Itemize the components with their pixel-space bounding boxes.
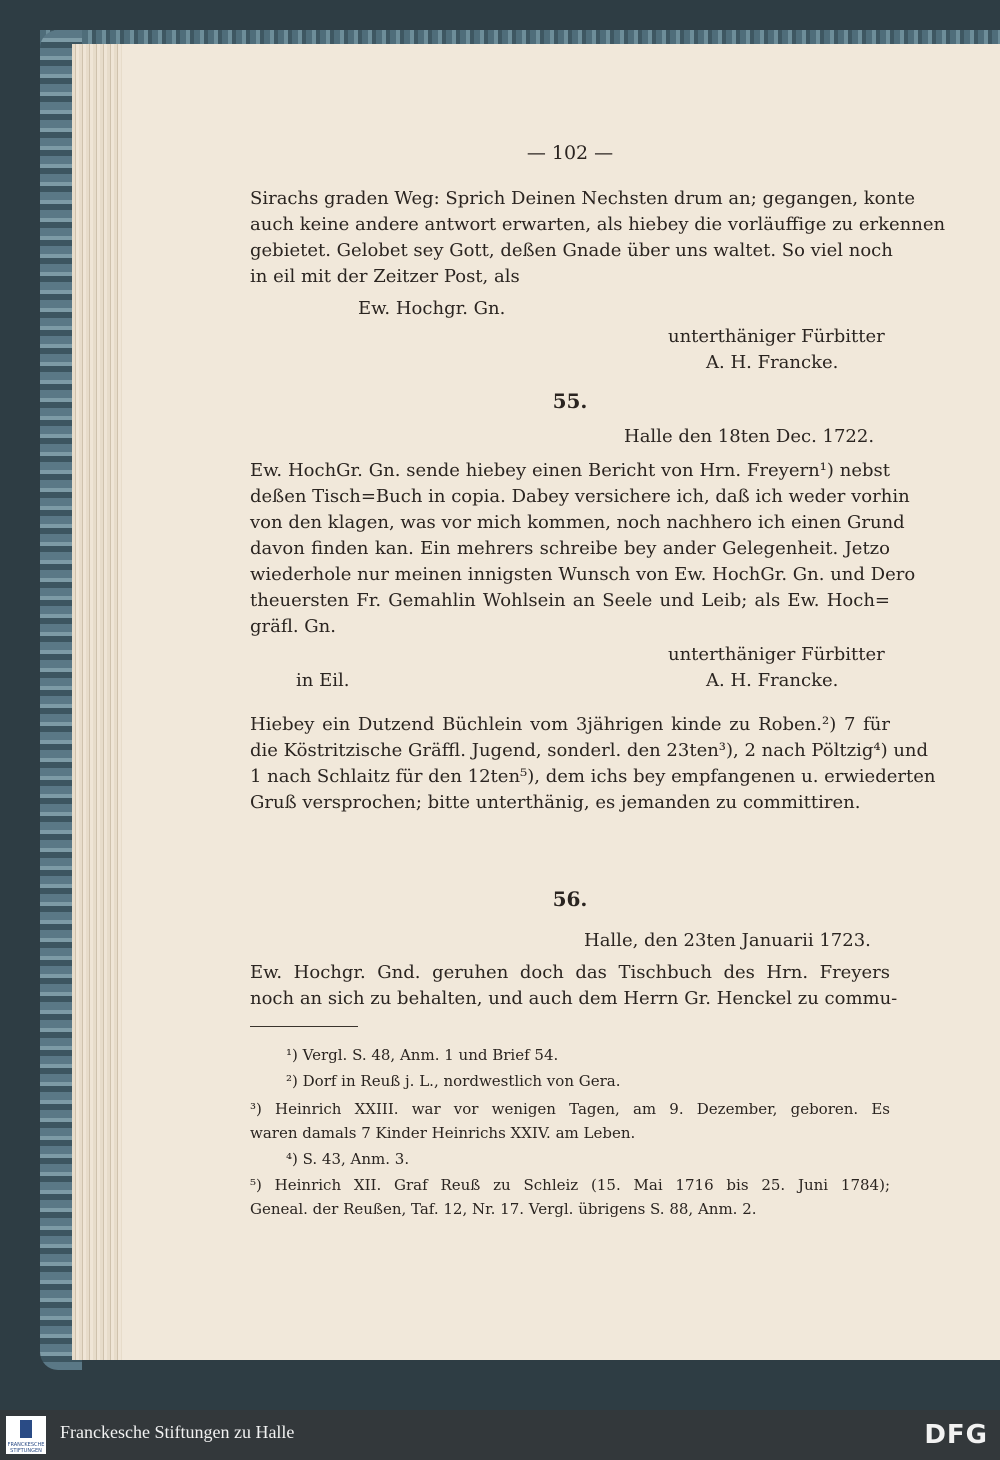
- text-line: auch keine andere antwort erwarten, als hiebey die vorläuffige zu erkennen: [250, 214, 946, 235]
- signature-line: unterthäniger Fürbitter: [668, 326, 885, 347]
- dateline: Halle den 18ten Dec. 1722.: [624, 426, 875, 447]
- logo-text: FRANCKESCHE STIFTUNGEN: [7, 1442, 45, 1454]
- footnote-rule: [250, 1026, 358, 1027]
- text-line: wiederhole nur meinen innigsten Wunsch von Ew. HochGr. Gn. und Dero: [250, 564, 916, 585]
- letter-number: 56.: [552, 887, 588, 911]
- letter-number: 55.: [552, 389, 588, 413]
- page-number: — 102 —: [526, 142, 614, 164]
- signature-name: A. H. Francke.: [706, 352, 839, 373]
- text-line: von den klagen, was vor mich kommen, noch nachhero ich einen Grund: [250, 512, 905, 533]
- page-edges: [72, 44, 122, 1360]
- text-line: theuersten Fr. Gemahlin Wohlsein an Seele und Leib; als Ew. Hoch=: [250, 590, 890, 611]
- footnote: ²) Dorf in Reuß j. L., nordwestlich von Gera.: [286, 1072, 621, 1090]
- dateline: Halle, den 23ten Januarii 1723.: [584, 930, 871, 951]
- text-line: deßen Tisch=Buch in copia. Dabey versichere ich, daß ich weder vorhin: [250, 486, 910, 507]
- postscript-line: Hiebey ein Dutzend Büchlein vom 3jährigen kinde zu Roben.²) 7 für: [250, 714, 890, 735]
- text-line: Ew. HochGr. Gn. sende hiebey einen Bericht von Hrn. Freyern¹) nebst: [250, 460, 890, 481]
- postscript-line: die Köstritzische Gräffl. Jugend, sonderl. den 23ten³), 2 nach Pöltzig⁴) und: [250, 740, 929, 761]
- text-line: in eil mit der Zeitzer Post, als: [250, 266, 520, 287]
- footnote: ⁵) Heinrich XII. Graf Reuß zu Schleiz (15. Mai 1716 bis 25. Juni 1784);: [250, 1176, 890, 1194]
- franckesche-stiftungen-logo[interactable]: [6, 1416, 46, 1454]
- text-line: Ew. Hochgr. Gnd. geruhen doch das Tischbuch des Hrn. Freyers: [250, 962, 890, 983]
- text-line: davon finden kan. Ein mehrers schreibe bey ander Gelegenheit. Jetzo: [250, 538, 890, 559]
- footnote: waren damals 7 Kinder Heinrichs XXIV. am Leben.: [250, 1124, 636, 1142]
- closing-salutation: Ew. Hochgr. Gn.: [358, 298, 506, 319]
- postscript-line: 1 nach Schlaitz für den 12ten⁵), dem ichs bey empfangenen u. erwiederten: [250, 766, 936, 787]
- signature-line: unterthäniger Fürbitter: [668, 644, 885, 665]
- viewer-footer: [0, 1410, 1000, 1460]
- text-line: noch an sich zu behalten, und auch dem Herrn Gr. Henckel zu commu-: [250, 988, 898, 1009]
- postscript-line: Gruß versprochen; bitte unterthänig, es jemanden zu committiren.: [250, 792, 861, 813]
- text-line: gräfl. Gn.: [250, 616, 337, 637]
- dfg-logo[interactable]: DFG: [924, 1420, 988, 1450]
- text-line: Sirachs graden Weg: Sprich Deinen Nechsten drum an; gegangen, konte: [250, 188, 915, 209]
- logo-emblem-icon: [20, 1420, 32, 1438]
- text-line: gebietet. Gelobet sey Gott, deßen Gnade über uns waltet. So viel noch: [250, 240, 893, 261]
- place-note: in Eil.: [296, 670, 350, 691]
- footnote: ⁴) S. 43, Anm. 3.: [286, 1150, 410, 1168]
- footnote: Geneal. der Reußen, Taf. 12, Nr. 17. Vergl. übrigens S. 88, Anm. 2.: [250, 1200, 757, 1218]
- signature-name: A. H. Francke.: [706, 670, 839, 691]
- footnote: ¹) Vergl. S. 48, Anm. 1 und Brief 54.: [286, 1046, 559, 1064]
- institution-name: Franckesche Stiftungen zu Halle: [60, 1422, 295, 1442]
- footnote: ³) Heinrich XXIII. war vor wenigen Tagen, am 9. Dezember, geboren. Es: [250, 1100, 890, 1118]
